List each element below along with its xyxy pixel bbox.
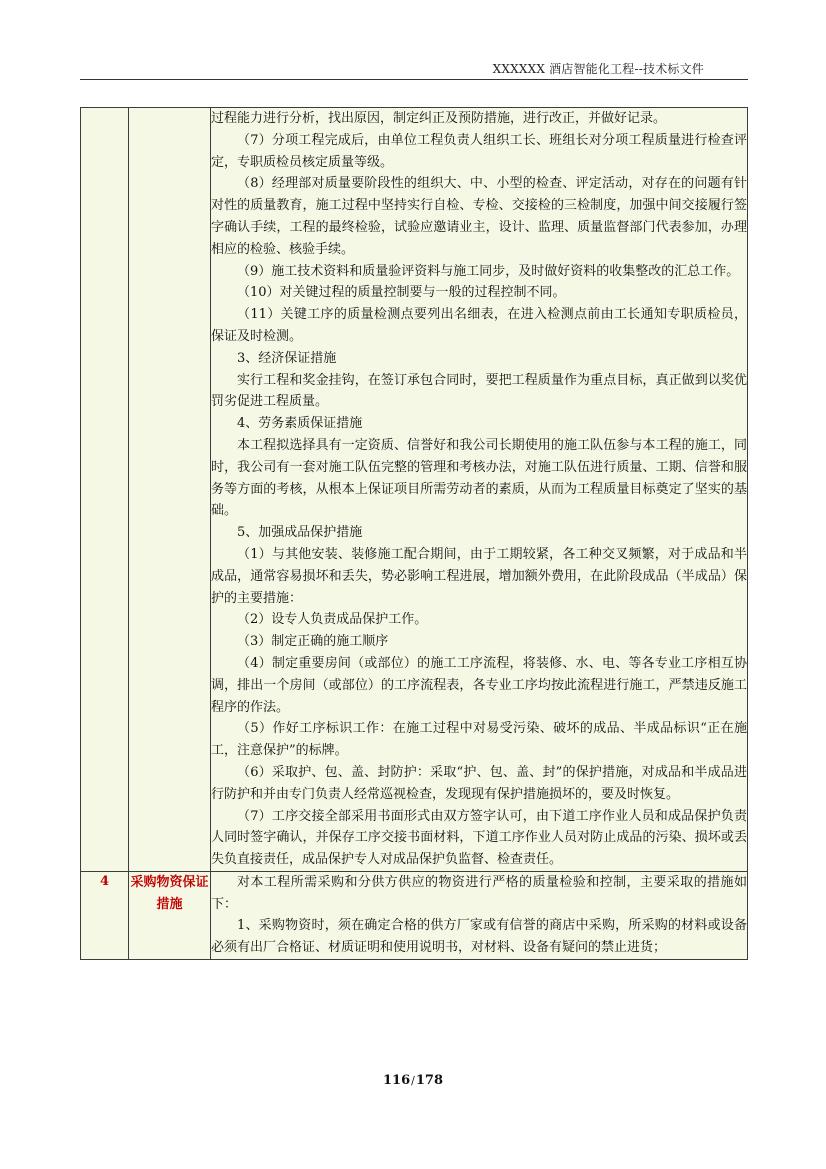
paragraph: （8）经理部对质量要阶段性的组织大、中、小型的检查、评定活动，对存在的问题有针对性的质量教育，施工过程中坚持实行自检、专检、交接检的三检制度，加强中间交接履行签字确认手续，工程的最终检验，试验应邀请业主，设计、监理、质量监督部门代表参加，办理相应的检验、核验手续。	[211, 176, 747, 257]
section-number: 4	[99, 873, 110, 889]
paragraph: （7）工序交接全部采用书面形式由双方签字认可，由下道工序作业人员和成品保护负责人同时签字确认，并保存工序交接书面材料，下道工序作业人员对防止成品的污染、损坏或丢失负直接责任，成品保护专人对成品保护负监督、检查责任。	[211, 808, 747, 868]
paragraph: （6）采取护、包、盖、封防护：采取“护、包、盖、封”的保护措施，对成品和半成品进行防护和并由专门负责人经常巡视检查，发现现有保护措施损坏的，要及时恢复。	[211, 764, 747, 802]
paragraph: 1、采购物资时，须在确定合格的供方厂家或有信誉的商店中采购，所采购的材料或设备必须有出厂合格证、材质证明和使用说明书，对材料、设备有疑问的禁止进货；	[211, 918, 747, 956]
table-row-section-4	[81, 871, 748, 959]
paragraph: （3）制定正确的施工顺序	[237, 634, 389, 650]
page-separator: /	[411, 1074, 415, 1087]
paragraph: （11）关键工序的质量检测点要列出名细表，在进入检测点前由工长通知专职质检员，保证及时检测。	[211, 307, 747, 344]
paragraph: 本工程拟选择具有一定资质、信誉好和我公司长期使用的施工队伍参与本工程的施工，同时，我公司有一套对施工队伍完整的管理和考核办法，对施工队伍进行质量、工期、信誉和服务等方面的考核，从根本上保证项目所需劳动者的素质，从而为工程质量目标奠定了坚实的基础。	[211, 437, 747, 519]
paragraph: 5、加强成品保护措施	[237, 525, 363, 541]
current-page: 116	[383, 1073, 411, 1088]
paragraph: 4、劳务素质保证措施	[237, 416, 363, 432]
table-row-continuation	[81, 108, 748, 872]
paragraph: （2）设专人负责成品保护工作。	[237, 612, 428, 628]
continuation-body	[211, 108, 748, 872]
paragraph: （10）对关键过程的质量控制要与一般的过程控制不同。	[237, 285, 566, 301]
number-cell	[81, 871, 129, 959]
paragraph: （7）分项工程完成后，由单位工程负责人组织工长、班组长对分项工程质量进行检查评定，专职质检员核定质量等级。	[211, 132, 747, 170]
name-cell	[129, 871, 211, 959]
paragraph: 过程能力进行分析，找出原因，制定纠正及预防措施，进行改正，并做好记录。	[211, 111, 667, 126]
paragraph: （5）作好工序标识工作：在施工过程中对易受污染、破坏的成品、半成品标识“正在施工，注意保护”的标牌。	[211, 721, 747, 759]
section-title: 采购物资保证措施	[130, 874, 209, 912]
paragraph: （1）与其他安装、装修施工配合期间，由于工期较紧，各工种交叉频繁，对于成品和半成品，通常容易损坏和丢失，势必影响工程进展，增加额外费用，在此阶段成品（半成品）保护的主要措施：	[211, 546, 747, 606]
paragraph: 3、经济保证措施	[237, 350, 337, 366]
paragraph: 实行工程和奖金挂钩，在签订承包合同时，要把工程质量作为重点目标，真正做到以奖优罚劣促进工程质量。	[211, 372, 747, 410]
header-rule	[80, 79, 748, 80]
content-table	[80, 107, 748, 960]
header-title: XXXXXX 酒店智能化工程--技术标文件	[492, 62, 704, 76]
number-cell	[81, 108, 129, 872]
total-pages: 178	[415, 1073, 443, 1088]
paragraph: （9）施工技术资料和质量验评资料与施工同步，及时做好资料的收集整改的汇总工作。	[237, 263, 740, 279]
paragraph: （4）制定重要房间（或部位）的施工工序流程，将装修、水、电、等各专业工序相互协调，排出一个房间（或部位）的工序流程表，各专业工序均按此流程进行施工，严禁违反施工程序的作法。	[211, 655, 747, 715]
page-number	[0, 1073, 826, 1088]
name-cell	[129, 108, 211, 872]
section-body	[211, 871, 748, 959]
paragraph: 对本工程所需采购和分供方供应的物资进行严格的质量检验和控制，主要采取的措施如下：	[211, 874, 747, 912]
